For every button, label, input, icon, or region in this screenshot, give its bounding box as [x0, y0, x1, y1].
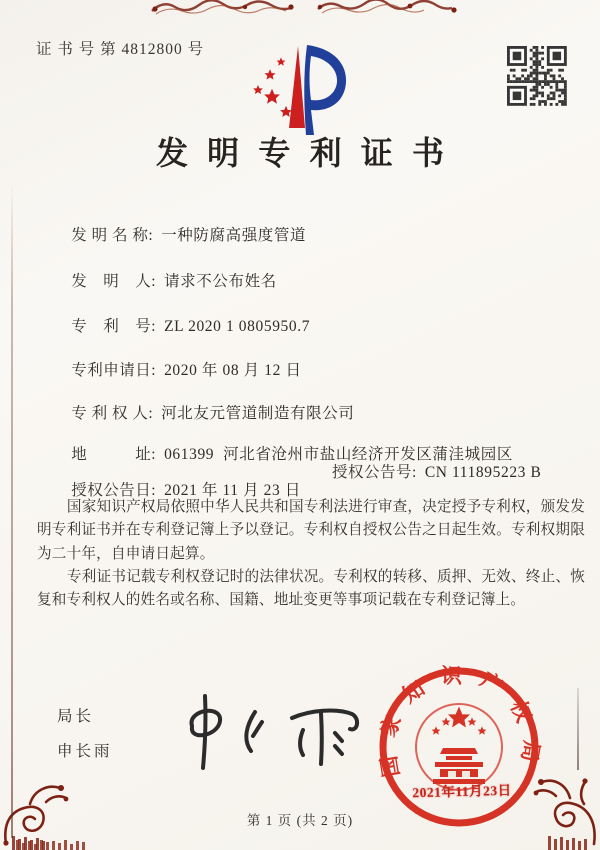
page-edge-left — [11, 182, 13, 838]
seal-national-emblem — [416, 704, 502, 790]
field-grant-date: 授权公告日: 2021 年 11 月 23 日 — [71, 482, 301, 499]
certificate-number: 证 书 号 第 4812800 号 — [36, 41, 205, 58]
field-value: 2020 年 08 月 12 日 — [164, 362, 302, 379]
logo-stars — [253, 57, 292, 117]
seal-date: 2021年11月23日 — [412, 782, 512, 801]
field-value: 061399 河北省沧州市盐山经济开发区蒲洼城园区 — [164, 446, 513, 463]
legal-paragraph-2: 专利证书记载专利权登记时的法律状况。专利权的转移、质押、无效、终止、恢复和专利权人的姓名或名称、国籍、地址变更等事项记载在专利登记簿上。 — [37, 569, 585, 609]
signature-autograph — [172, 684, 377, 786]
fields-block — [48, 205, 586, 499]
page-edge-right — [577, 688, 579, 770]
logo-red-wedge — [289, 46, 305, 128]
seal-ring-text: 国家知识产权局 — [374, 663, 544, 780]
field-label: 专 利 权 人: — [71, 405, 154, 422]
director-name: 申长雨 — [57, 743, 113, 760]
field-label: 发 明 名 称: — [71, 227, 154, 244]
qr-code — [507, 46, 567, 106]
svg-text:国家知识产权局 — [374, 662, 544, 832]
field-value: 请求不公布姓名 — [164, 273, 277, 290]
field-grant-number: 授权公告号: CN 111895223 B — [332, 464, 542, 481]
top-ornament-border — [148, 0, 460, 16]
patent-office-logo — [241, 40, 363, 142]
logo-blue-p — [304, 45, 346, 135]
legal-text-block — [37, 496, 585, 613]
page-number: 第 1 页 (共 2 页) — [246, 813, 354, 828]
bottom-right-ornament — [528, 752, 600, 850]
field-label: 地 址: — [71, 446, 157, 463]
certificate-title: 发明专利证书 — [155, 135, 464, 171]
field-label: 发 明 人: — [71, 273, 157, 290]
legal-paragraph-1: 国家知识产权局依照中华人民共和国专利法进行审查，决定授予专利权，颁发发明专利证书并在专利登记簿上予以登记。专利权自授权公告之日起生效。专利权期限为二十年，自申请日起算。 — [37, 499, 585, 562]
official-seal — [374, 662, 544, 832]
bottom-edge-fringe — [16, 840, 85, 850]
field-value: ZL 2020 1 0805950.7 — [164, 318, 311, 335]
field-value: 河北友元管道制造有限公司 — [161, 405, 355, 422]
director-title: 局长 — [57, 708, 95, 725]
director-block — [57, 704, 113, 761]
field-label: 专 利 号: — [71, 318, 157, 335]
field-value: 一种防腐高强度管道 — [161, 227, 307, 244]
field-label: 专利申请日: — [71, 362, 157, 379]
